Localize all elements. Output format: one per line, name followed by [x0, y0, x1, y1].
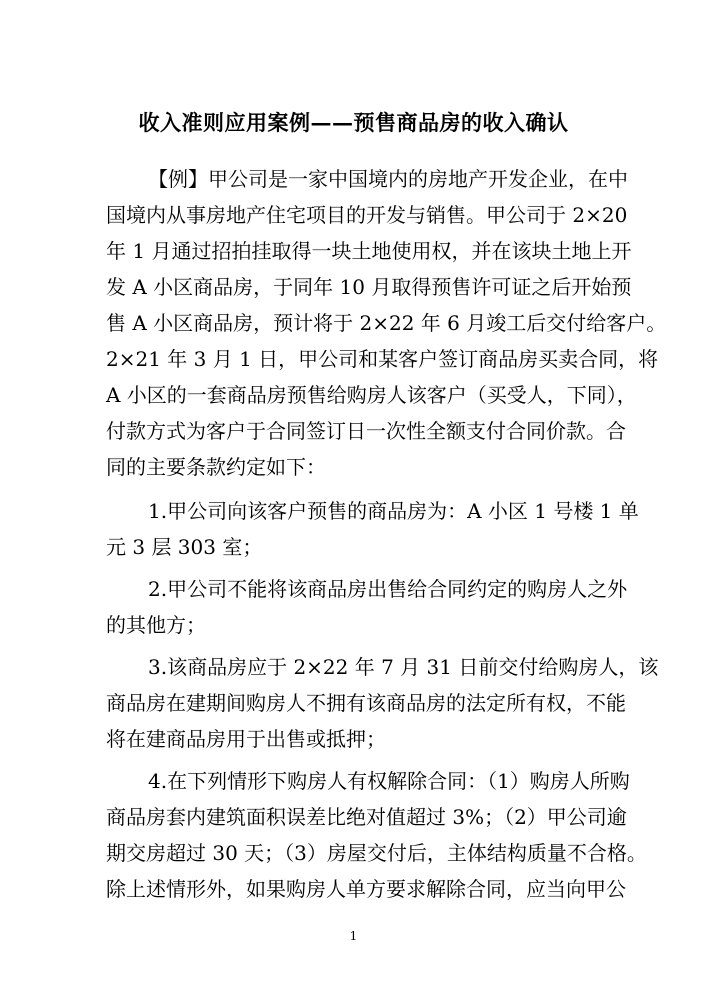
paragraph-line-1: 【例】甲公司是一家中国境内的房地产开发企业，在中	[148, 167, 628, 191]
paragraph-line-6: 2×21 年 3 月 1 日，甲公司和某客户签订商品房买卖合同，将	[106, 347, 659, 371]
clause-4-line-1: 4.在下列情形下购房人有权解除合同：（1）购房人所购	[148, 769, 630, 793]
clause-1-line-2: 元 3 层 303 室；	[106, 535, 263, 559]
clause-2-line-1: 2.甲公司不能将该商品房出售给合同约定的购房人之外	[148, 577, 628, 601]
clause-3-line-3: 将在建商品房用于出售或抵押；	[106, 727, 386, 751]
clause-2-line-2: 的其他方；	[106, 613, 206, 637]
clause-1-line-1: 1.甲公司向该客户预售的商品房为：A 小区 1 号楼 1 单	[148, 499, 639, 523]
paragraph-line-3: 年 1 月通过招拍挂取得一块土地使用权，并在该块土地上开	[106, 239, 632, 263]
paragraph-line-4: 发 A 小区商品房，于同年 10 月取得预售许可证之后开始预	[106, 275, 632, 299]
clause-4-line-4: 除上述情形外，如果购房人单方要求解除合同，应当向甲公	[106, 877, 626, 901]
document-title: 收入准则应用案例——预售商品房的收入确认	[138, 110, 569, 135]
clause-3-line-1: 3.该商品房应于 2×22 年 7 月 31 日前交付给购房人，该	[148, 655, 659, 679]
clause-4-line-3: 期交房超过 30 天；（3）房屋交付后，主体结构质量不合格。	[106, 841, 647, 865]
paragraph-line-2: 国境内从事房地产住宅项目的开发与销售。甲公司于 2×20	[106, 203, 628, 227]
paragraph-line-5: 售 A 小区商品房，预计将于 2×22 年 6 月竣工后交付给客户。	[106, 311, 667, 335]
clause-4-line-2: 商品房套内建筑面积误差比绝对值超过 3%；（2）甲公司逾	[106, 805, 627, 829]
paragraph-line-8: 付款方式为客户于合同签订日一次性全额支付合同价款。合	[106, 419, 626, 443]
page-number: 1	[349, 929, 358, 943]
clause-3-line-2: 商品房在建期间购房人不拥有该商品房的法定所有权，不能	[106, 691, 626, 715]
paragraph-line-7: A 小区的一套商品房预售给购房人该客户（买受人，下同），	[106, 383, 637, 407]
paragraph-line-9: 同的主要条款约定如下：	[106, 455, 326, 479]
